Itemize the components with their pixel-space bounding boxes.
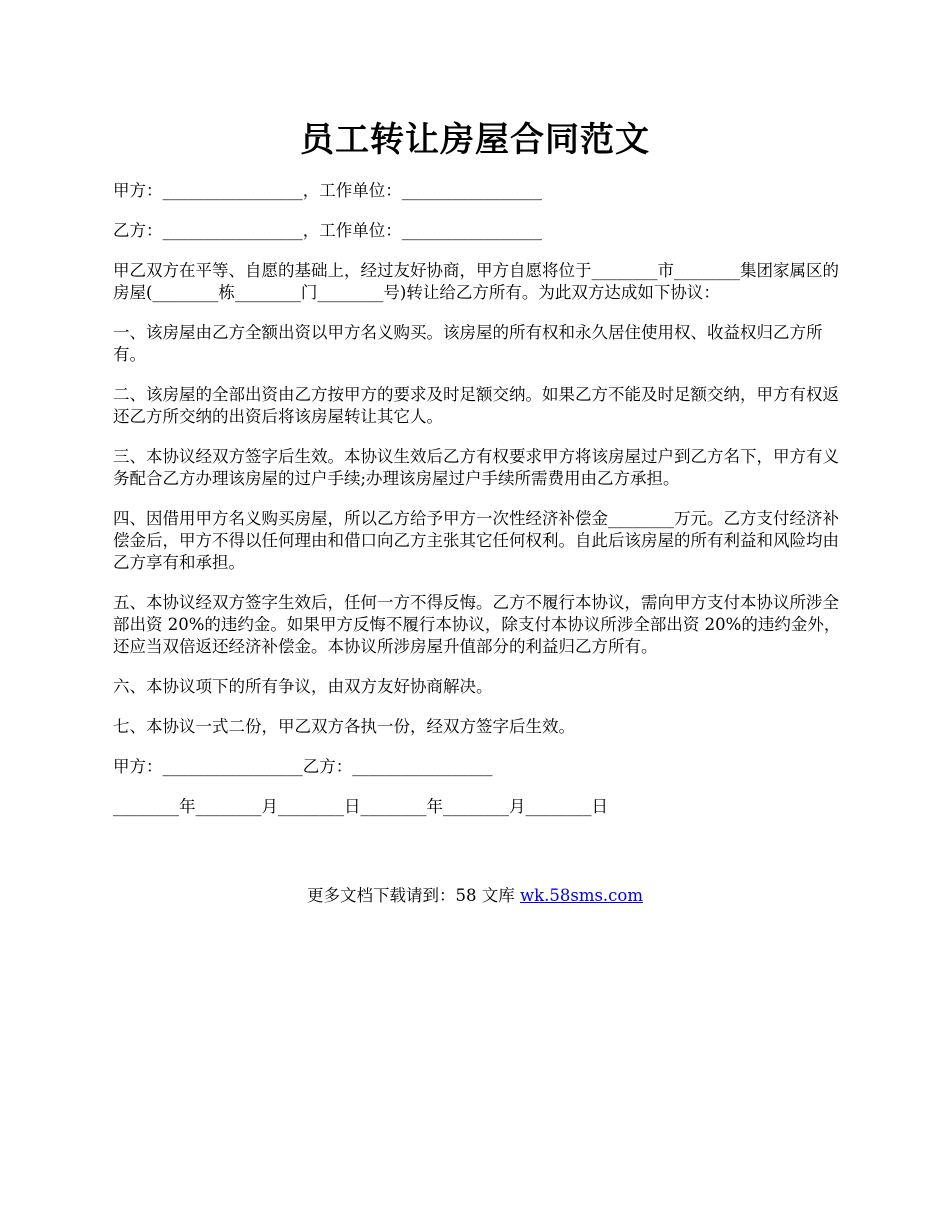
clause-3: 三、本协议经双方签字后生效。本协议生效后乙方有权要求甲方将该房屋过户到乙方名下，甲方有义务配合乙方办理该房屋的过户手续;办理该房屋过户手续所需费用由乙方承担。 — [113, 447, 839, 488]
clause-6: 六、本协议项下的所有争议，由双方友好协商解决。 — [113, 677, 493, 696]
document-title: 员工转让房屋合同范文 — [300, 120, 650, 160]
footer-link[interactable]: wk.58sms.com — [519, 886, 643, 905]
footer-text: 更多文档下载请到：58 文库 — [306, 886, 520, 905]
signature-line: 甲方：_________________乙方：_________________ — [113, 757, 493, 776]
clause-2: 二、该房屋的全部出资由乙方按甲方的要求及时足额交纳。如果乙方不能及时足额交纳，甲方有权返还乙方所交纳的出资后将该房屋转让其它人。 — [113, 385, 839, 426]
clause-5: 五、本协议经双方签字生效后，任何一方不得反悔。乙方不履行本协议，需向甲方支付本协议所涉全部出资 20%的违约金。如果甲方反悔不履行本协议，除支付本协议所涉全部出资 20%的违约金外，还应当双倍返还经济补偿金。本协议所涉房屋升值部分的利益归乙方所有。 — [113, 593, 841, 656]
download-footer — [0, 885, 950, 907]
party-a-line: 甲方：_________________，工作单位：_________________ — [113, 181, 542, 200]
clause-1: 一、该房屋由乙方全额出资以甲方名义购买。该房屋的所有权和永久居住使用权、收益权归乙方所有。 — [113, 323, 823, 364]
clause-7: 七、本协议一式二份，甲乙双方各执一份，经双方签字后生效。 — [113, 717, 575, 736]
date-line: ________年________月________日________年________月________日 — [113, 797, 608, 816]
document-body — [113, 180, 853, 836]
clause-4: 四、因借用甲方名义购买房屋，所以乙方给予甲方一次性经济补偿金________万元。乙方支付经济补偿金后，甲方不得以任何理由和借口向乙方主张其它任何权利。自此后该房屋的所有利益和风险均由乙方享有和承担。 — [113, 509, 839, 572]
party-b-line: 乙方：_________________，工作单位：_________________ — [113, 221, 542, 240]
preamble-paragraph: 甲乙双方在平等、自愿的基础上，经过友好协商，甲方自愿将位于________市________集团家属区的房屋(________栋________门________号)转让给乙方所有。为此双方达成如下协议： — [113, 261, 839, 302]
